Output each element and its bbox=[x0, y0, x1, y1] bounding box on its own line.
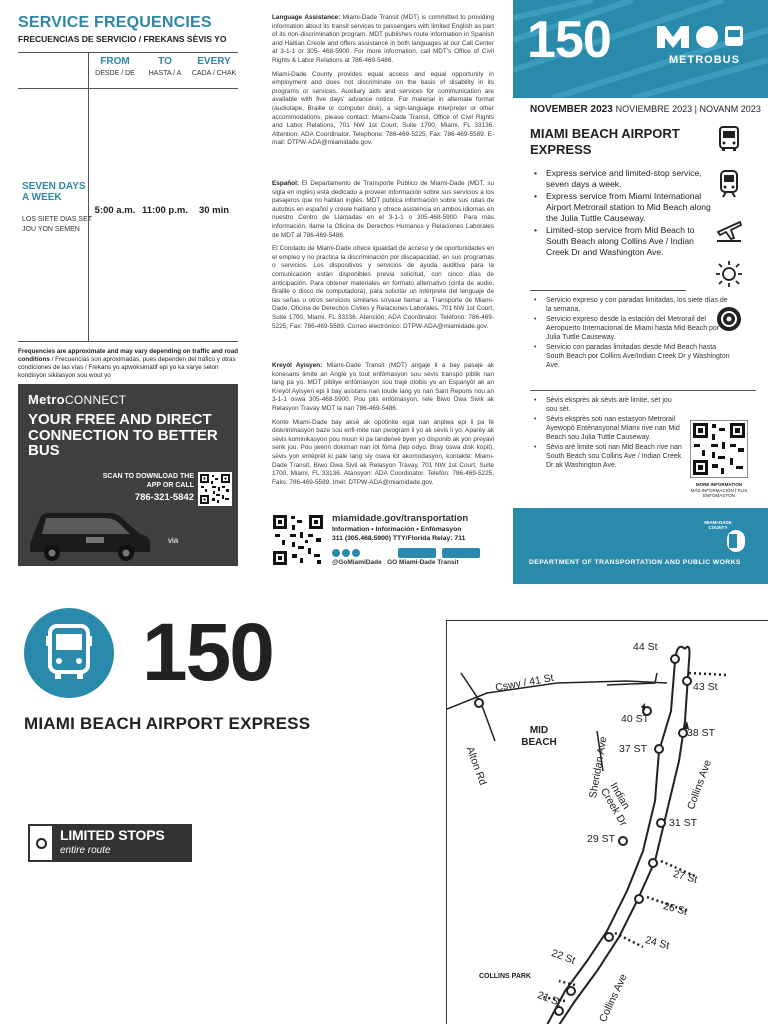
app-store-badge bbox=[398, 548, 436, 558]
ht-ada-text: Konte Miami-Dade bay aksè ak opòtinite egal nan anplwa epi li pa fè diskriminasyon baze sou enfi-mite nan pwogram li yo ak sèvis li yo. Aparèy ak sèvis kominikasyon pou moun ki pa tande/wè byen yo disponib ak yon preyavi senk jou. Pou jwenn dokiman nan lòt fòma (tep odyo, Bray oswa disk kopit), sèvis yon entèprèt ki pale lang siy oswa lòt akomodasyon, kontakte: Miami-Dade Transit, Biwo Dwa Sivil ak Relasyon Travay, 701 NW 1st Court, Suite 1700, Miami, FL 33136. Atansyon: ADA Coordinator. Telefòn: 786-469-5225, Faks: 786-469-5589. Imèl: DTPW-ADA@miamidade.gov. bbox=[272, 418, 494, 486]
list-item: • Servicio expreso y con paradas limitadas, los siete días de la semana. bbox=[534, 296, 734, 314]
map-label-21st: 21 St bbox=[535, 989, 563, 1009]
social-handle[interactable]: @GoMiamiDade bbox=[332, 559, 382, 566]
department-footer bbox=[513, 508, 768, 584]
social-icons bbox=[332, 548, 492, 558]
limited-stops-legend bbox=[28, 824, 192, 862]
frequency-note-bold: Frequencies are approximate and may vary depending on traffic and road conditions bbox=[18, 348, 239, 363]
map-label-40st: 40 ST bbox=[621, 713, 650, 725]
metrobus-wordmark: METROBUS bbox=[669, 54, 740, 66]
list-item: • Express service and limited-stop service, seven days a week. bbox=[534, 168, 714, 190]
effective-date bbox=[530, 104, 761, 115]
department-name: DEPARTMENT OF TRANSPORTATION AND PUBLIC WORKS bbox=[529, 559, 741, 566]
app-name[interactable]: GO Miami-Dade Transit bbox=[387, 559, 459, 566]
airplane-icon bbox=[714, 214, 744, 244]
date-en: NOVEMBER 2023 bbox=[530, 104, 613, 115]
en-text: Miami-Dade Transit (MDT) is committed to providing information about its transit services to passengers with limited English as part of its non-discrimination program. MDT publishes route information in Spanish and Haitian Creole and offers assistance in both languages at our Call Center at 3-1-1 or 305- 468-5900. For more information, call MDT's Office of Civil Rights & Labor Relations at 786-469-5486. bbox=[272, 14, 494, 64]
map-label-indian-creek: Indian Creek Dr bbox=[597, 780, 633, 829]
date-translations: NOVIEMBRE 2023 | NOVANM 2023 bbox=[615, 104, 761, 114]
service-frequencies-title: SERVICE FREQUENCIES bbox=[18, 14, 212, 31]
more-info-qr-code[interactable] bbox=[690, 420, 748, 478]
col-every: EVERY bbox=[197, 56, 231, 67]
col-from-sub: DESDE / DE bbox=[95, 70, 135, 77]
map-label-collins-south: Collins Ave bbox=[597, 972, 630, 1024]
entire-route-label: entire route bbox=[60, 845, 111, 856]
bus-route-icon bbox=[24, 608, 114, 698]
ad-scan-text: SCAN TO DOWNLOAD THE APP OR CALL bbox=[102, 473, 194, 489]
info-label: Information • Información • Enfòmasyon bbox=[332, 526, 462, 533]
ht-label: Kreyòl Ayisyen: bbox=[272, 362, 323, 369]
list-item: • Servicio expreso desde la estación del Metrorail del Aeropuerto Internacional de Miami hasta Mid Beach por Julia Tuttle Causeway. bbox=[534, 315, 734, 342]
beach-label: BEACH bbox=[521, 737, 557, 748]
map-label-24st: 24 St bbox=[643, 934, 671, 952]
info-line bbox=[332, 525, 502, 543]
social-handles bbox=[332, 559, 459, 566]
via-brand: via bbox=[168, 536, 179, 545]
map-label-causeway: Cswy / 41 St bbox=[494, 671, 555, 695]
en-ada-text: Miami-Dade County provides equal access and equal opportunity in employment and does not discriminate on the basis of disability in its programs or services. Auxiliary aids and services for communication are available with five days' advance notice. For material in alternate format (audiotape, Braille or computer disk), a sign-language interpreter or other accommodations, please contact: Miami-Dade Transit, Office of Civil Rights and Labor Relations, 701 NW 1st Court, Suite 1700, Miami, FL 33136. Attention: ADA Coordinator. Telephone: 786-469-5225, Fax: 786-469-5589. E-mail: DTPW-ADA@miamidade.gov. bbox=[272, 70, 494, 147]
facebook-icon bbox=[332, 549, 340, 557]
ht-text: Miami-Dade Transit (MDT) angaje li a bay pasaje ak konesans limite an Anglè yo tout enfòmasyon sou sèvis transpò piblik nan lang pa yo. MDT pibliye enfòmasyon sou trajè otobis yo an Espanyòl ak an Kreyòl Ayisyen epi li bay asistans nan toude lang yo nan Sant Repons nou an 3-1-1 oswa 305-468-5900. Pou plis enfòmasyon, rele Biwo Dwa Sivik ak Relasyon Travay MDT la nan 786-469-5486. bbox=[272, 362, 494, 412]
route-number: 150 bbox=[527, 11, 611, 69]
map-label-37st: 37 ST bbox=[619, 743, 648, 755]
col-every-sub: CADA / CHAK bbox=[191, 70, 237, 77]
col-to-sub: HASTA / A bbox=[148, 70, 182, 77]
service-icons bbox=[714, 124, 744, 349]
table-rule bbox=[18, 88, 238, 89]
row-from: 5:00 a.m. bbox=[94, 205, 136, 216]
county-label: MIAMI-DADE COUNTY bbox=[704, 520, 732, 530]
x-icon bbox=[342, 549, 350, 557]
table-rule bbox=[18, 341, 238, 342]
en-label: Language Assistance: bbox=[272, 14, 341, 21]
map-area-mid-beach bbox=[519, 725, 559, 749]
bus-icon bbox=[24, 608, 114, 698]
van-illustration bbox=[22, 504, 172, 564]
route-map[interactable] bbox=[446, 620, 768, 1024]
section-divider bbox=[530, 390, 756, 391]
contact-block bbox=[272, 512, 504, 572]
list-item: • Servicio con paradas limitadas desde Mid Beach hasta South Beach por Collins Ave/Indian Creek Dr y Washington Ave. bbox=[534, 343, 734, 370]
frequency-note bbox=[18, 348, 240, 380]
more-info-label bbox=[680, 482, 758, 499]
map-label-alton: Alton Rd bbox=[463, 745, 489, 787]
map-label-38st: 38 ST bbox=[687, 727, 716, 739]
map-label-collins-north: Collins Ave bbox=[685, 758, 714, 812]
metro-connect-ad[interactable] bbox=[18, 384, 238, 566]
logo-connect: CONNECT bbox=[64, 393, 127, 407]
row-to: 11:00 p.m. bbox=[142, 205, 188, 216]
train-icon bbox=[714, 169, 744, 199]
miami-dade-logo bbox=[707, 528, 747, 554]
language-assistance-en bbox=[272, 14, 494, 148]
map-label-26st: 26 St bbox=[661, 900, 689, 918]
route-title-large: MIAMI BEACH AIRPORT EXPRESS bbox=[24, 714, 311, 733]
row-every: 30 min bbox=[198, 205, 230, 216]
map-label-sheridan: Sheridan Ave bbox=[587, 735, 610, 800]
es-ada-text: El Condado de Miami-Dade ofrece igualdad de acceso y de oportunidades en el empleo y no practica la discriminación por discapacidad, en sus programas o servicios. Los dispositivos y servicios de ayuda auditiva para la comunicación están disponibles previa solicitud, con cinco días de anticipación. Para obtener materiales en formato alternativo (cinta de audio, Braille o disco de computadora), para solicitar un intérprete del lenguaje de las señas u otros servicios similares sírvase llamar a: Transporte de Miami-Dade, Oficina de Derechos Civiles y Relaciones Laborales, 701 NW 1st Court, Suite 1700, Miami, FL 33136. Atención: ADA Coordinator. Teléfono: 786-469-5225, Fax: 786-469-5589. Correo electrónico: DTPW-ADA@miamidade.gov. bbox=[272, 245, 494, 330]
route-number-large: 150 bbox=[142, 607, 273, 698]
language-assistance-ht bbox=[272, 362, 494, 487]
section-divider bbox=[530, 290, 686, 291]
map-label-27st: 27 St bbox=[671, 868, 699, 886]
service-description-en bbox=[534, 168, 714, 259]
mid-label: MID bbox=[529, 725, 549, 736]
list-item: • Express service from Miami International Airport Metrorail station to Mid Beach along the Julia Tuttle Causeway. bbox=[534, 191, 714, 224]
table-rule bbox=[18, 52, 238, 53]
stop-marker-icon bbox=[36, 838, 47, 849]
bus-icon bbox=[714, 124, 744, 154]
logo-metro: Metro bbox=[28, 392, 65, 407]
list-item: • Sèvis eksprès ak sèvis arè limite, sèt jou sou sèt. bbox=[534, 396, 682, 414]
more-info-title: MORE INFORMATION bbox=[695, 482, 743, 487]
website-link[interactable]: miamidade.gov/transportation bbox=[332, 513, 469, 524]
metrobus-logo bbox=[655, 22, 745, 50]
list-item: • Limited-stop service from Mid Beach to South Beach along Collins Ave / Indian Creek Dr and Washington Ave. bbox=[534, 225, 714, 258]
service-description-es bbox=[534, 296, 734, 371]
route-name: MIAMI BEACH AIRPORT EXPRESS bbox=[530, 126, 680, 157]
ad-phone[interactable]: 786-321-5842 bbox=[134, 492, 194, 503]
limited-stop-icon bbox=[714, 304, 744, 334]
website-qr-code[interactable] bbox=[272, 514, 324, 566]
ad-qr-code[interactable] bbox=[198, 472, 232, 506]
service-frequencies-subtitle: FRECUENCIAS DE SERVICIO / FREKANS SÈVIS YO bbox=[18, 34, 227, 44]
info-phone[interactable]: 311 (305.468.5900) TTY/Florida Relay: 711 bbox=[332, 535, 466, 542]
instagram-icon bbox=[352, 549, 360, 557]
es-text: El Departamento de Transporte Público de Miami-Dade (MDT, su sigla en inglés) está dedicado a proveer información sobre sus servicios a los pasajeros que no hablan inglés. MDT publica información sobre sus rutas de autobús en español y creole haitiano y ofrece asistencia en ambos idiomas en nuestro Centro de Llamadas en el 3-1-1 o 305-468-5900. Para más información, llame la Oficina de Derechos Humanos y Relaciones Laborales de MDT al 786-469-5486. bbox=[272, 180, 494, 239]
row-days-sub: LOS SIETE DIAS SET JOU YON SEMEN bbox=[22, 216, 92, 233]
row-days: SEVEN DAYS A WEEK bbox=[22, 181, 86, 203]
es-label: Español: bbox=[272, 180, 299, 187]
language-assistance-es bbox=[272, 180, 494, 331]
map-label-22st: 22 St bbox=[549, 947, 577, 967]
col-to: TO bbox=[158, 56, 172, 67]
frequency-note-translations: / Frecuencias son aproximadas, pues dependen del tráfico y otras condiciones de las vías / Frekans yo apwoksimatif epi yo ka varye selon kondisyon sikilasyon sou wout yo bbox=[18, 356, 236, 379]
col-from: FROM bbox=[100, 56, 130, 67]
service-description-ht bbox=[534, 396, 682, 471]
route-header-banner bbox=[513, 0, 768, 98]
list-item: • Sèvis arè limite soti nan Mid Beach rive nan South Beach sou Collins Ave / Indian Creek Dr ak Washington Ave. bbox=[534, 443, 682, 470]
ad-headline: YOUR FREE AND DIRECT CONNECTION TO BETTER BUS bbox=[28, 411, 218, 459]
frequency-table bbox=[18, 52, 238, 342]
sun-icon bbox=[714, 259, 744, 289]
more-info-sub: MÁS INFORMACIÓN | PLIS ENFÒMASYON bbox=[690, 487, 748, 498]
map-label-43st: 43 St bbox=[693, 681, 718, 693]
map-label-collins-park: COLLINS PARK bbox=[479, 973, 531, 980]
google-play-badge bbox=[442, 548, 480, 558]
metro-connect-logo bbox=[28, 392, 126, 407]
limited-stops-label: LIMITED STOPS bbox=[60, 827, 165, 843]
map-label-44st: 44 St bbox=[633, 641, 658, 653]
map-label-29st: 29 ST bbox=[587, 833, 616, 845]
map-label-31st: 31 ST bbox=[669, 817, 698, 829]
list-item: • Sèvis eksprès soti nan estasyon Metrorail Ayewopò Entènasyonal Miami rive nan Mid Beach sou Julia Tuttle Causeway. bbox=[534, 415, 682, 442]
